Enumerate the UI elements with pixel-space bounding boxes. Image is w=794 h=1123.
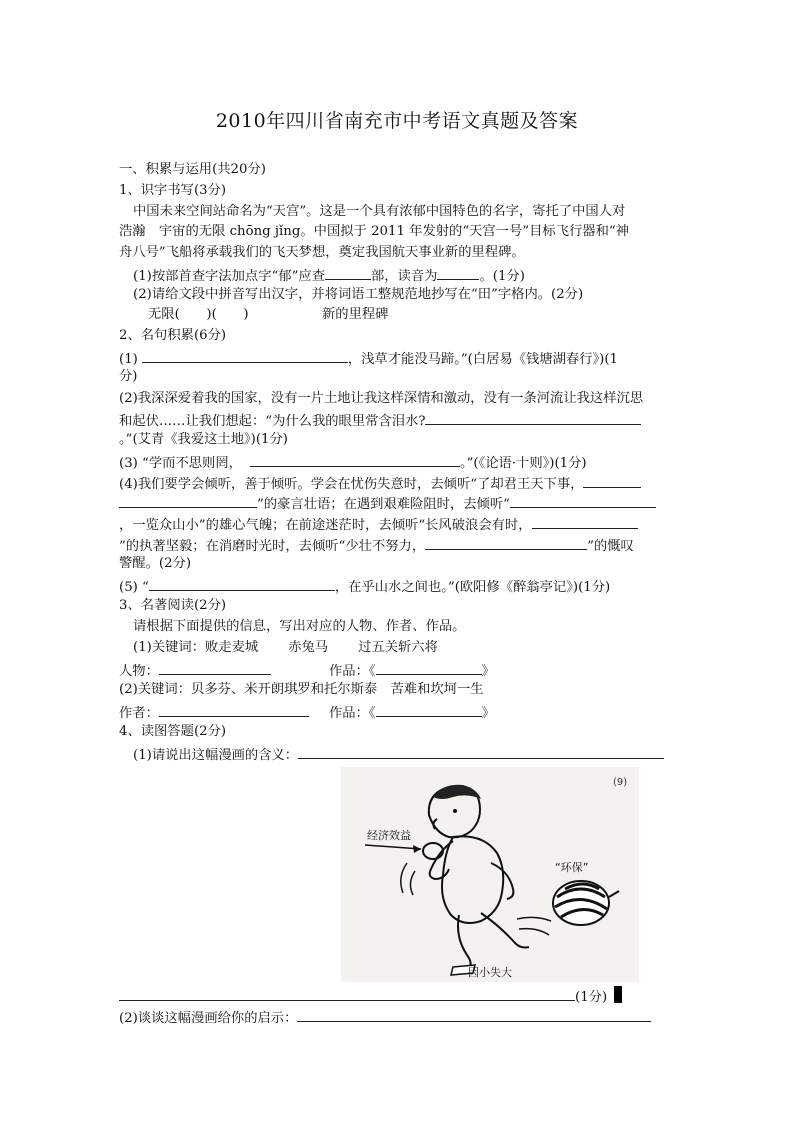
q3-author-row [119, 701, 309, 724]
q2-text: ，一览众山小”的雄心气魄；在前途迷茫时，去倾听“长风破浪会有时， [119, 518, 532, 533]
answer-blank[interactable] [425, 534, 587, 550]
q4-sub1 [133, 743, 664, 766]
q1-sub1-text: (1)按部首查字法加点字“郁”应查 [133, 269, 325, 284]
q2-text: (1) [119, 352, 138, 367]
q4-heading: 4、读图答题(2分) [119, 724, 227, 739]
q2-text: ”的豪言壮语；在遇到艰难险阻时，去倾听“ [257, 497, 510, 512]
q2-item1 [119, 347, 618, 370]
answer-blank[interactable] [583, 472, 641, 488]
q1-sub2: (2)请给文段中拼音写出汉字，并将词语工整规范地抄写在“田”字格内。(2分) [133, 287, 584, 302]
page-title: 2010年四川省南充市中考语文真题及答案 [215, 110, 579, 132]
q3-keyword: 赤兔马 [288, 640, 329, 655]
cartoon-drawing [341, 767, 639, 982]
answer-blank[interactable] [510, 492, 656, 508]
q2-text: ”的执著坚毅；在消磨时光时，去倾听“少壮不努力， [119, 539, 426, 554]
q4-text: (1)请说出这幅漫画的含义： [133, 748, 299, 763]
q2-heading: 2、名句积累(6分) [119, 328, 227, 343]
q4-sub2 [119, 1006, 651, 1029]
q2-text: ，在乎山水之间也。”(欧阳修《醉翁亭记》)(1分) [334, 580, 611, 595]
q4-text: (2)谈谈这幅漫画给你的启示： [119, 1011, 298, 1026]
q2-text: ，浅草才能没马蹄。”(白居易《钱塘湖春行》)(1 [347, 352, 619, 367]
answer-blank[interactable] [376, 701, 482, 717]
answer-blank[interactable] [119, 985, 575, 1001]
q3-keywords-1 [133, 638, 438, 658]
q2-item2-line [119, 409, 641, 432]
q1-sub1-text: 。(1分) [479, 269, 525, 284]
q2-item4-line [119, 513, 638, 536]
q1-sub2-line: 无限( )( ) [148, 307, 249, 322]
q1-heading: 1、识字书写(3分) [119, 183, 227, 198]
q3-text: 作品：《 [329, 706, 376, 721]
q2-item3 [119, 451, 587, 474]
q3-keyword: 过五关斩六将 [358, 640, 438, 655]
answer-blank[interactable] [149, 575, 335, 591]
q3-work-row [329, 701, 495, 724]
q1-para-line: 浩瀚 宇宙的无限 chōng jǐng。中国拟于 2011 年发射的“天宫一号”目标飞行器和“神 [119, 224, 629, 239]
cartoon-label-left: 经济效益 [367, 829, 411, 842]
q2-item4-line [119, 534, 634, 557]
q3-text: 作者： [119, 706, 159, 721]
answer-blank[interactable] [376, 659, 482, 675]
q3-text: 》 [481, 664, 495, 679]
q3-keywords-2: (2)关键词：贝多芬、米开朗琪罗和托尔斯泰 苦难和坎坷一生 [119, 682, 484, 697]
q2-text: 和起伏……让我们想起：“为什么我的眼里常含泪水? [119, 414, 426, 429]
q3-keyword: 败走麦城 [205, 640, 259, 655]
cartoon-caption: 因小失大 [468, 966, 512, 979]
q2-item4-line [119, 492, 656, 515]
q1-sub1-text: 部，读音为 [371, 269, 438, 284]
cartoon-image [341, 767, 639, 982]
answer-blank[interactable] [142, 347, 348, 363]
q3-text: 人物： [119, 664, 159, 679]
q2-text: (3) “学而不思则罔， [119, 456, 242, 471]
section-heading: 一、积累与运用(共20分) [119, 162, 266, 177]
cursor-mark [614, 986, 622, 1003]
answer-blank[interactable] [425, 409, 641, 425]
q3-text: (1)关键词： [133, 640, 206, 655]
q1-sub2-tail: 新的里程碑 [322, 307, 389, 322]
q2-text: ”的慨叹 [587, 539, 634, 554]
q1-para-line: 舟八号”飞船将承载我们的飞天梦想，奠定我国航天事业新的里程碑。 [119, 245, 525, 260]
q2-item2-line: (2)我深深爱着我的国家，没有一片土地让我这样深情和激动，没有一条河流让我这样沉思 [119, 391, 644, 406]
cartoon-corner-text: (9) [613, 777, 628, 788]
q2-text: (4)我们要学会倾听，善于倾听。学会在忧伤失意时，去倾听“了却君王天下事， [119, 477, 584, 492]
q1-sub1 [133, 264, 525, 287]
answer-blank[interactable] [250, 451, 460, 467]
answer-blank[interactable] [297, 1006, 651, 1022]
q3-text: 》 [481, 706, 495, 721]
answer-blank[interactable] [437, 264, 479, 280]
q3-work-row [329, 659, 495, 682]
q3-person-row [119, 659, 271, 682]
answer-blank[interactable] [325, 264, 371, 280]
q3-intro: 请根据下面提供的信息，写出对应的人物、作者、作品。 [133, 619, 466, 634]
q2-text: 分) [119, 369, 138, 384]
answer-blank[interactable] [159, 701, 309, 717]
cartoon-label-right: “环保” [555, 861, 589, 874]
answer-blank[interactable] [159, 659, 271, 675]
q3-text: 作品：《 [329, 664, 376, 679]
q4-answer-line [119, 985, 607, 1008]
q2-text: 。”(《论语·十则》)(1分) [459, 456, 587, 471]
q3-heading: 3、名著阅读(2分) [119, 598, 227, 613]
q4-score: (1分) [575, 990, 608, 1005]
q1-para-line: 中国未来空间站命名为“天宫”。这是一个具有浓郁中国特色的名字，寄托了中国人对 [133, 204, 626, 219]
q2-item2-line: 。”(艾青《我爱这土地》)(1分) [119, 432, 288, 447]
q2-item5 [119, 575, 610, 598]
q2-text: 警醒。(2分) [119, 556, 192, 571]
answer-blank[interactable] [532, 513, 638, 529]
q2-text: (5) “ [119, 580, 149, 595]
answer-blank[interactable] [119, 492, 257, 508]
answer-blank[interactable] [298, 743, 664, 759]
